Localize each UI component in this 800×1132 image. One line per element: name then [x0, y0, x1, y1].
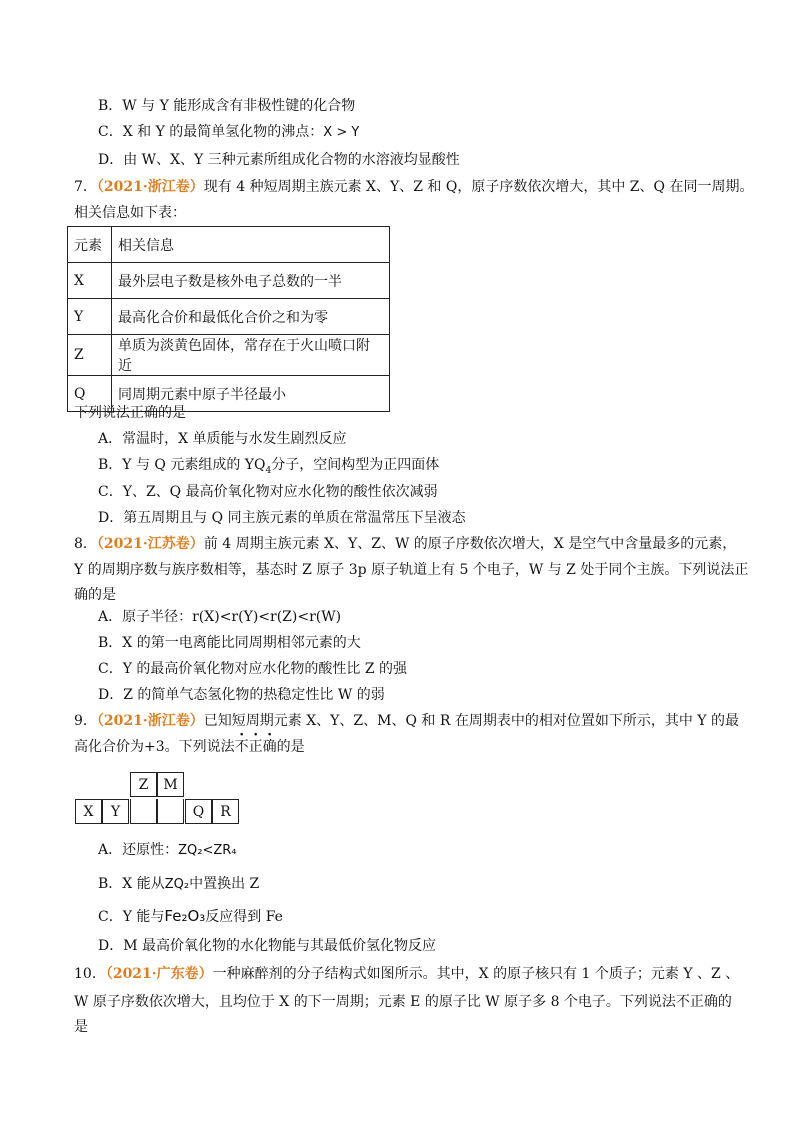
- q7-info-table: [67, 226, 390, 412]
- empty-cell: [130, 799, 157, 824]
- element-cell: Y: [102, 799, 129, 824]
- q9-option-c-text-post: 反应得到 Fe: [205, 909, 283, 925]
- q9-option-d: D．M 最高价氧化物的水化物能与其最低价氢化物反应: [98, 938, 437, 954]
- q7-option-b: [98, 455, 439, 481]
- element-cell: R: [212, 799, 239, 824]
- q7-number: 7．: [74, 179, 97, 195]
- q10-text: 一种麻醉剂的分子结构式如图所示。其中，X 的原子核只有 1 个质子；元素 Y 、Z 、: [212, 966, 740, 982]
- table-header-row: [68, 227, 390, 263]
- q10-stem-line3: 是: [74, 1019, 88, 1035]
- q9-stem-line2: [74, 737, 305, 757]
- table-cell: X: [68, 263, 112, 299]
- q6-option-c: [98, 122, 359, 143]
- table-row: [68, 335, 390, 376]
- table-cell: Z: [68, 335, 112, 376]
- q9-option-b-text-post: 中置换出 Z: [189, 876, 260, 892]
- element-cell: Q: [185, 799, 212, 824]
- q9-option-c-text: C．Y 能与: [98, 909, 165, 925]
- q8-stem-line2: Y 的周期序数与族序数相等，基态时 Z 原子 3p 原子轨道上有 5 个电子，W 与 Z 处于同个主族。下列说法正: [74, 562, 749, 578]
- q6-option-b: B．W 与 Y 能形成含有非极性键的化合物: [98, 98, 356, 114]
- q9-option-b-text: B．X 能从: [98, 876, 165, 892]
- table-cell: Y: [68, 299, 112, 335]
- q8-text: 前 4 周期主族元素 X、Y、Z、W 的原子序数依次增大，X 是空气中含量最多的元素，: [203, 536, 737, 552]
- table-cell: 最高化合价和最低化合价之和为零: [112, 299, 390, 335]
- q7-option-b-text-post: 分子，空间构型为正四面体: [271, 457, 440, 473]
- emphasis-dot-char: 不: [234, 739, 249, 755]
- empty-cell: [157, 799, 184, 824]
- q9-source: （2021·浙江卷）: [96, 713, 204, 729]
- q8-option-b: B．X 的第一电离能比同周期相邻元素的大: [98, 635, 361, 651]
- q7-option-d: D．第五周期且与 Q 同主族元素的单质在常温常压下呈液态: [98, 510, 466, 526]
- q9-number: 9．: [74, 713, 97, 729]
- q10-source: （2021·广东卷）: [105, 966, 213, 982]
- q8-option-a: A．原子半径：r(X)<r(Y)<r(Z)<r(W): [98, 609, 342, 625]
- table-row: [68, 299, 390, 335]
- element-cell: X: [75, 799, 102, 824]
- q10-stem: [74, 964, 739, 984]
- q9-option-a: [98, 840, 237, 861]
- q9-stem: [74, 711, 739, 731]
- q10-stem-line2: W 原子序数依次增大，且均位于 X 的下一周期；元素 E 的原子比 W 原子多 8 个电子。下列说法不正确的: [74, 994, 732, 1010]
- q7-text: 现有 4 种短周期主族元素 X、Y、Z 和 Q，原子序数依次增大，其中 Z、Q 在同一周期。: [203, 179, 754, 195]
- q9-option-a-text: A．还原性：: [98, 842, 179, 858]
- q8-stem-line3: 确的是: [74, 587, 116, 603]
- q6-option-c-text: C．X 和 Y 的最简单氢化物的沸点：: [98, 124, 324, 140]
- element-cell: M: [157, 772, 184, 797]
- table-header-cell: 元素: [68, 227, 112, 263]
- q9-option-b-formula: ZQ₂: [164, 877, 190, 892]
- table-header-cell: 相关信息: [112, 227, 390, 263]
- q8-source: （2021·江苏卷）: [96, 536, 204, 552]
- q7-stem: [74, 177, 753, 197]
- q8-option-c: C．Y 的最高价氧化物对应水化物的酸性比 Z 的强: [98, 661, 408, 677]
- emphasis-dot-char: 确: [262, 739, 277, 755]
- q8-option-d: D．Z 的简单气态氢化物的热稳定性比 W 的弱: [98, 687, 385, 703]
- q7-option-b-text: B．Y 与 Q 元素组成的 YQ: [98, 457, 266, 473]
- q6-option-c-formula: X > Y: [323, 125, 360, 140]
- q9-text: 已知短周期元素 X、Y、Z、M、Q 和 R 在周期表中的相对位置如下所示，其中 Y 的最: [203, 713, 739, 729]
- q9-option-b: [98, 874, 259, 895]
- table-cell: 最外层电子数是核外电子总数的一半: [112, 263, 390, 299]
- q9-option-a-formula: ZQ₂<ZR₄: [178, 843, 237, 858]
- q9-option-c: [98, 906, 283, 927]
- q7-stem-line2: 相关信息如下表：: [74, 205, 186, 221]
- table-cell: 单质为淡黄色固体，常存在于火山喷口附近: [112, 335, 390, 376]
- table-cell: Q: [68, 376, 112, 412]
- q8-number: 8．: [74, 536, 97, 552]
- q9-stem-line2-text: 高化合价为+3。下列说法: [74, 739, 235, 755]
- emphasis-dot-char: 正: [248, 739, 263, 755]
- q9-stem-line2-end: 的是: [276, 739, 305, 755]
- q10-number: 10．: [74, 966, 106, 982]
- q8-stem: [74, 534, 736, 554]
- q9-option-c-formula: Fe₂O₃: [164, 907, 206, 925]
- table-row: [68, 263, 390, 299]
- table-cell: 同周期元素中原子半径最小: [112, 376, 390, 412]
- q7-option-b-subscript: 4: [265, 465, 272, 476]
- q7-option-c: C．Y、Z、Q 最高价氧化物对应水化物的酸性依次减弱: [98, 484, 438, 500]
- element-cell: Z: [130, 772, 157, 797]
- q7-question: 下列说法正确的是: [74, 405, 186, 421]
- q7-source: （2021·浙江卷）: [96, 179, 204, 195]
- q6-option-d: D．由 W、X、Y 三种元素所组成化合物的水溶液均显酸性: [98, 152, 460, 168]
- q7-option-a: A．常温时，X 单质能与水发生剧烈反应: [98, 431, 347, 447]
